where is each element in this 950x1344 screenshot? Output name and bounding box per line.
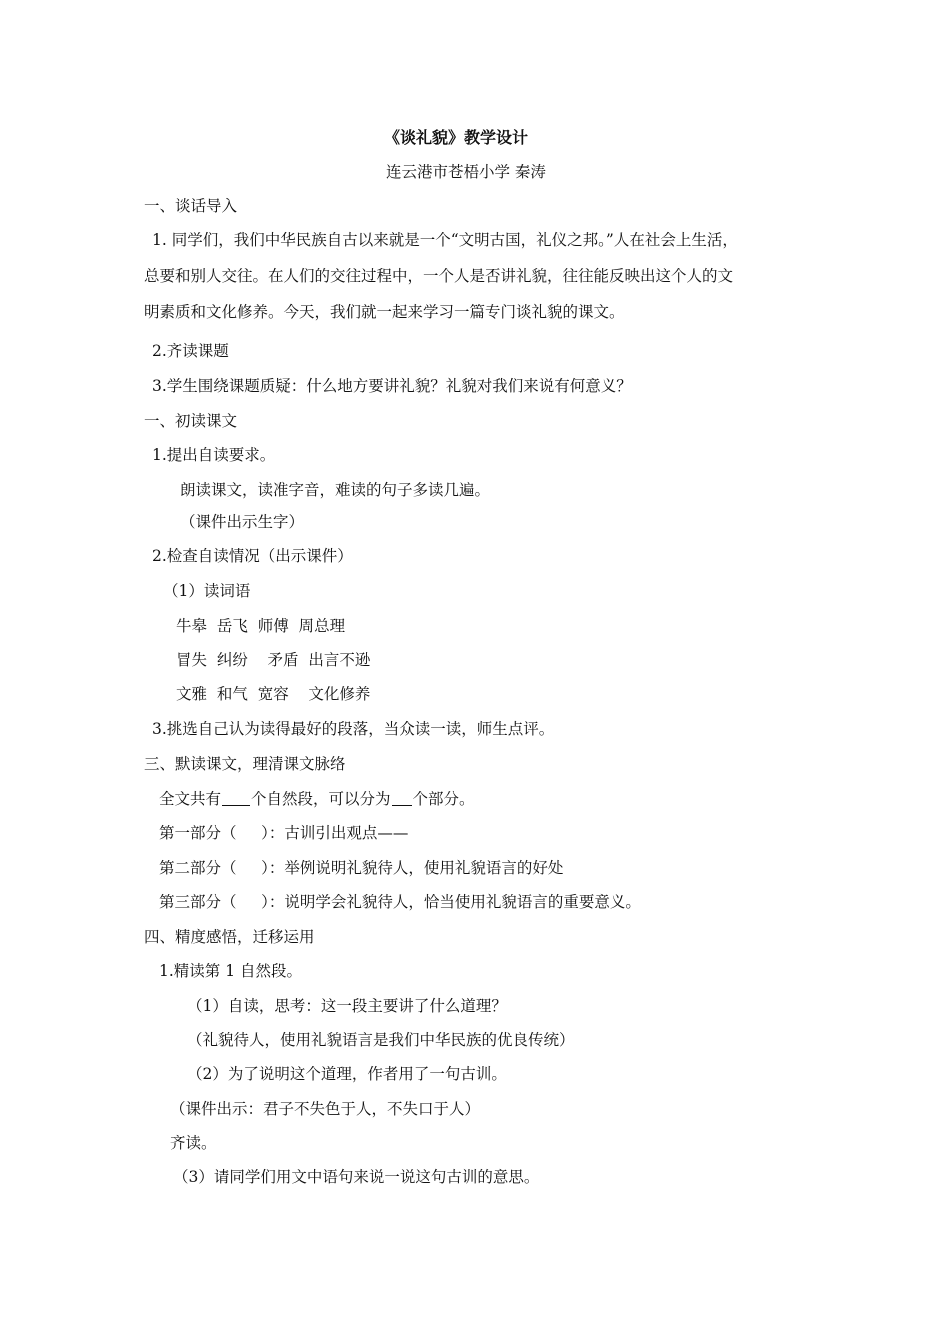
fill-in-text: 个自然段，可以分为 <box>251 790 391 808</box>
doc-title: 《谈礼貌》教学设计 <box>384 128 529 147</box>
paragraph-line: 2.检查自读情况（出示课件） <box>152 547 353 565</box>
paragraph-line: （课件出示生字） <box>180 513 305 531</box>
section-heading: 四、精度感悟，迁移运用 <box>144 928 315 946</box>
paragraph-line: 齐读。 <box>170 1134 217 1152</box>
paragraph-line: （1）读词语 <box>163 582 251 600</box>
blank-underline <box>392 790 412 806</box>
paragraph-line: 明素质和文化修养。今天，我们就一起来学习一篇专门谈礼貌的课文。 <box>144 303 625 321</box>
fill-in-line <box>159 789 475 809</box>
paragraph-line: 3.挑选自己认为读得最好的段落，当众读一读，师生点评。 <box>152 720 555 738</box>
paragraph-line: （1）自读，思考：这一段主要讲了什么道理？ <box>187 997 507 1015</box>
paragraph-line: 1. 同学们，我们中华民族自古以来就是一个“文明古国，礼仪之邦。”人在社会上生活， <box>152 231 738 249</box>
paragraph-line: （3）请同学们用文中语句来说一说这句古训的意思。 <box>173 1168 540 1186</box>
paragraph-line: 3.学生围绕课题质疑：什么地方要讲礼貌？礼貌对我们来说有何意义？ <box>152 377 632 395</box>
paragraph-line: 总要和别人交往。在人们的交往过程中，一个人是否讲礼貌，往往能反映出这个人的文 <box>144 267 734 285</box>
paragraph-line: （2）为了说明这个道理，作者用了一句古训。 <box>187 1065 507 1083</box>
section-heading: 三、默读课文，理清课文脉络 <box>144 755 346 773</box>
blank-underline <box>222 790 250 806</box>
paragraph-line: 第一部分（ ）：古训引出观点—— <box>159 824 409 842</box>
paragraph-line: 朗读课文，读准字音，难读的句子多读几遍。 <box>180 481 491 499</box>
section-heading: 一、谈话导入 <box>144 197 238 215</box>
paragraph-line: 第二部分（ ）：举例说明礼貌待人，使用礼貌语言的好处 <box>159 859 564 877</box>
word-list-line: 文雅 和气 宽容 文化修养 <box>176 685 371 703</box>
paragraph-line: 第三部分（ ）：说明学会礼貌待人，恰当使用礼貌语言的重要意义。 <box>159 893 641 911</box>
fill-in-text: 全文共有 <box>159 790 222 808</box>
word-list-line: 冒失 纠纷 矛盾 出言不逊 <box>176 651 371 669</box>
paragraph-line: （课件出示：君子不失色于人，不失口于人） <box>170 1100 481 1118</box>
word-list-line: 牛皋 岳飞 师傅 周总理 <box>176 617 346 635</box>
section-heading: 一、初读课文 <box>144 412 238 430</box>
paragraph-line: 1.提出自读要求。 <box>152 446 276 464</box>
fill-in-text: 个部分。 <box>412 790 475 808</box>
doc-author: 连云港市苍梧小学 秦涛 <box>386 163 546 181</box>
paragraph-line: （礼貌待人，使用礼貌语言是我们中华民族的优良传统） <box>187 1031 575 1049</box>
paragraph-line: 2.齐读课题 <box>152 342 229 360</box>
paragraph-line: 1.精读第 1 自然段。 <box>159 962 303 980</box>
